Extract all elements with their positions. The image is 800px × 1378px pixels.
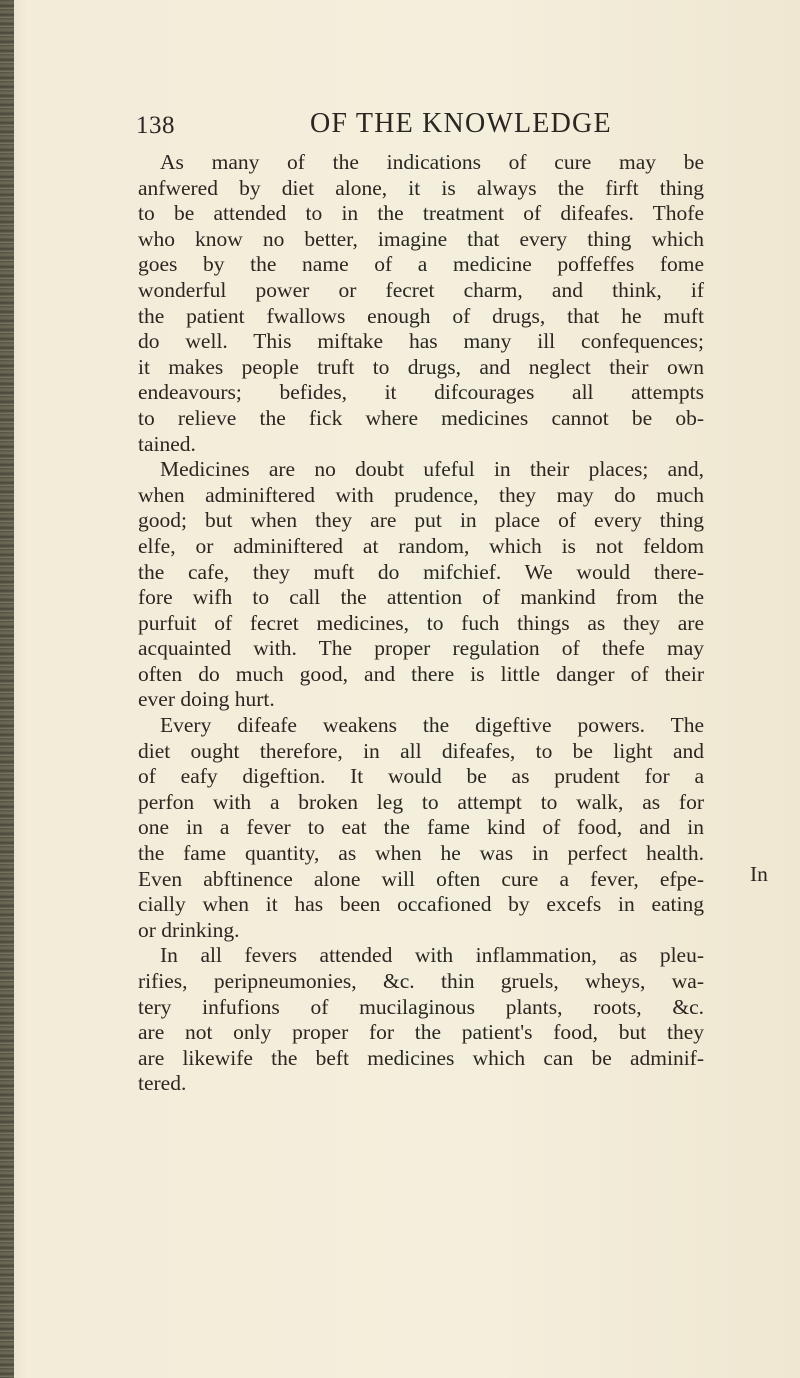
- text-line: of eafy digeftion. It would be as prudent for a: [138, 764, 704, 789]
- text-line: are likewife the beft medicines which can be adminif-: [138, 1045, 704, 1070]
- text-line: ever doing hurt.: [138, 687, 275, 712]
- text-line: it makes people truft to drugs, and neglect their own: [138, 354, 704, 379]
- text-line: the cafe, they muft do mifchief. We would there-: [138, 559, 704, 584]
- text-line: endeavours; befides, it difcourages all attempts: [138, 380, 704, 405]
- text-line: or drinking.: [138, 917, 240, 942]
- text-line: who know no better, imagine that every thing which: [138, 226, 704, 251]
- text-line: are not only proper for the patient's food, but they: [138, 1020, 704, 1045]
- text-line: to be attended to in the treatment of difeafes. Thofe: [138, 201, 704, 226]
- text-line: do well. This miftake has many ill confequences;: [138, 329, 704, 354]
- text-line: tained.: [138, 431, 196, 456]
- text-line: tery infufions of mucilaginous plants, roots, &c.: [138, 994, 704, 1019]
- body-text: [138, 150, 704, 1097]
- text-line: acquainted with. The proper regulation of thefe may: [138, 636, 704, 661]
- text-line: Even abftinence alone will often cure a fever, efpe-: [138, 866, 704, 891]
- text-line: rifies, peripneumonies, &c. thin gruels, wheys, wa-: [138, 969, 704, 993]
- text-line: cially when it has been occafioned by excefs in eating: [138, 892, 704, 917]
- text-line: good; but when they are put in place of every thing: [138, 508, 704, 533]
- text-line: to relieve the fick where medicines cannot be ob-: [138, 405, 704, 430]
- text-line: elfe, or adminiftered at random, which is not feldom: [138, 533, 704, 558]
- running-head: OF THE KNOWLEDGE: [310, 108, 612, 139]
- text-line: anfwered by diet alone, it is always the firft thing: [138, 175, 704, 200]
- text-line: Every difeafe weakens the digeftive powers. The: [160, 713, 704, 738]
- text-line: the patient fwallows enough of drugs, that he muft: [138, 303, 704, 328]
- text-line: purfuit of fecret medicines, to fuch things as they are: [138, 610, 704, 635]
- text-line: In all fevers attended with inflammation, as pleu-: [160, 943, 704, 968]
- text-line: fore wifh to call the attention of mankind from the: [138, 585, 704, 610]
- catchword: In: [750, 862, 768, 886]
- text-line: one in a fever to eat the fame kind of food, and in: [138, 815, 704, 840]
- text-line: diet ought therefore, in all difeafes, to be light and: [138, 738, 704, 763]
- page-number: 138: [136, 112, 175, 139]
- page-header: [136, 108, 696, 148]
- text-line: Medicines are no doubt ufeful in their places; and,: [160, 457, 704, 482]
- text-line: goes by the name of a medicine poffeffes fome: [138, 252, 704, 277]
- page-binding-edge: [0, 0, 14, 1378]
- text-line: wonderful power or fecret charm, and think, if: [138, 277, 704, 302]
- text-line: often do much good, and there is little danger of their: [138, 661, 704, 686]
- text-line: tered.: [138, 1071, 187, 1096]
- text-line: As many of the indications of cure may be: [160, 150, 704, 174]
- text-line: perfon with a broken leg to attempt to walk, as for: [138, 789, 704, 814]
- text-line: the fame quantity, as when he was in perfect health.: [138, 841, 704, 866]
- text-line: when adminiftered with prudence, they may do much: [138, 482, 704, 507]
